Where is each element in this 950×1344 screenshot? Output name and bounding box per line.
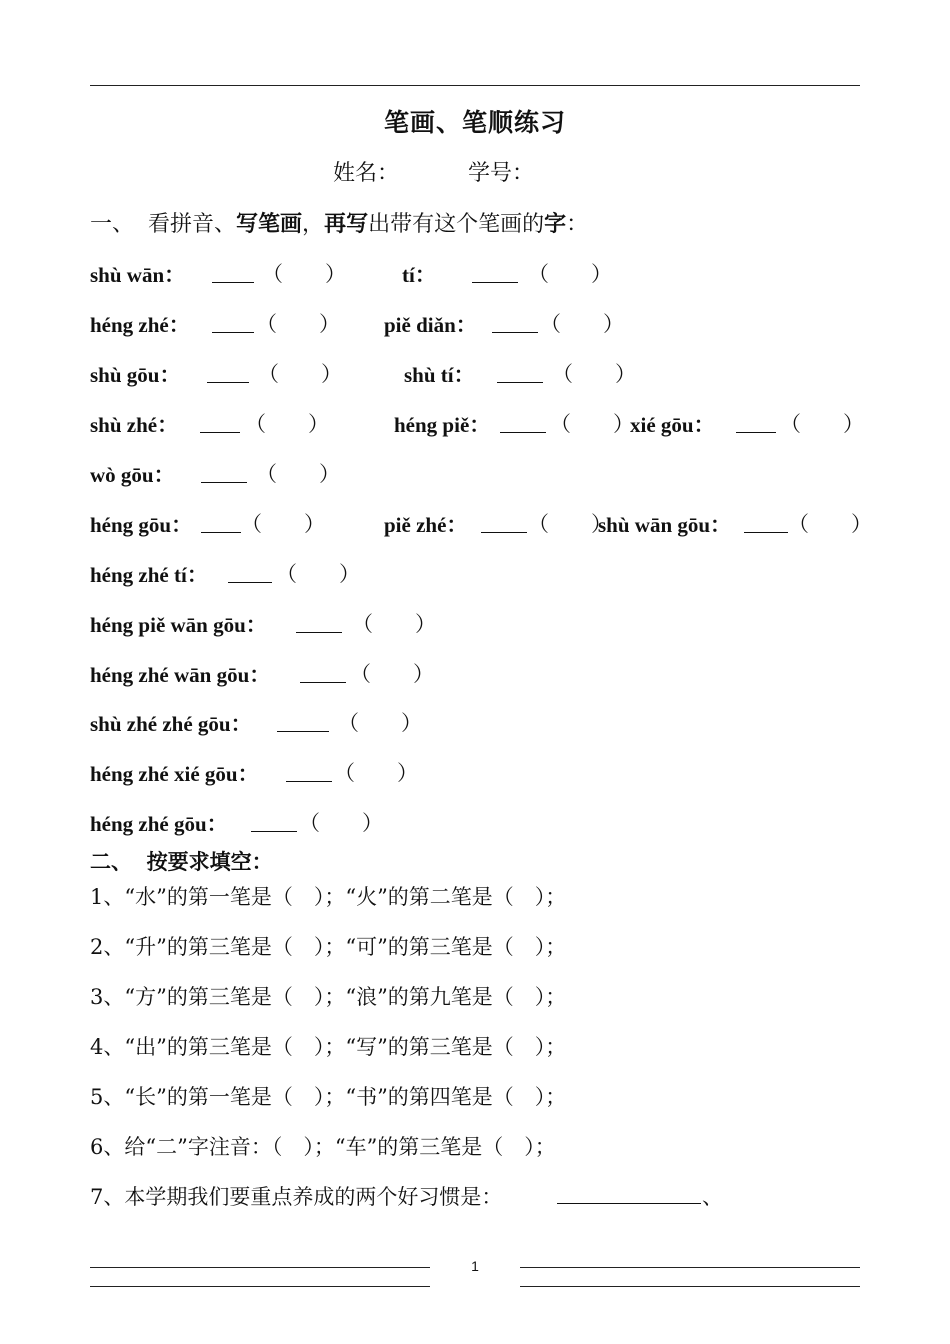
pinyin-label: piě diǎn： <box>384 313 477 337</box>
character-blank[interactable]: （ ） <box>788 512 872 536</box>
question-3: 3、“方”的第三笔是（ ）；“浪”的第九笔是（ ）； <box>90 985 567 1009</box>
character-blank[interactable]: （ ） <box>256 312 340 336</box>
pinyin-label: héng zhé tí： <box>90 563 208 587</box>
character-blank[interactable]: （ ） <box>299 811 383 835</box>
page-number: 1 <box>471 1258 479 1274</box>
stroke-blank[interactable] <box>200 432 240 433</box>
stroke-blank[interactable] <box>228 582 272 583</box>
pinyin-label: shù gōu： <box>90 363 181 387</box>
question-1: 1、“水”的第一笔是（ ）；“火”的第二笔是（ ）； <box>90 885 567 909</box>
pinyin-label: shù tí： <box>404 363 475 387</box>
question-7: 7、本学期我们要重点养成的两个好习惯是： <box>90 1185 503 1209</box>
stroke-blank[interactable] <box>300 682 346 683</box>
pinyin-label: héng zhé gōu： <box>90 812 228 836</box>
student-id-label: 学号： <box>468 161 535 186</box>
character-blank[interactable]: （ ） <box>245 412 329 436</box>
character-blank[interactable]: （ ） <box>352 612 436 636</box>
character-blank[interactable]: （ ） <box>256 462 340 486</box>
pinyin-label: shù zhé： <box>90 413 179 437</box>
pinyin-label: shù wān： <box>90 263 186 287</box>
stroke-blank[interactable] <box>201 532 241 533</box>
question-5: 5、“长”的第一笔是（ ）；“书”的第四笔是（ ）； <box>90 1085 567 1109</box>
stroke-blank[interactable] <box>472 282 518 283</box>
pinyin-label: wò gōu： <box>90 463 175 487</box>
character-blank[interactable]: （ ） <box>540 312 624 336</box>
pinyin-label: héng zhé wān gōu： <box>90 663 271 687</box>
stroke-blank[interactable] <box>286 781 332 782</box>
pinyin-label: shù zhé zhé gōu： <box>90 712 252 736</box>
pinyin-label: héng zhé xié gōu： <box>90 762 259 786</box>
character-blank[interactable]: （ ） <box>276 562 360 586</box>
question-4: 4、“出”的第三笔是（ ）；“写”的第三笔是（ ）； <box>90 1035 567 1059</box>
pinyin-label: xié gōu： <box>630 413 715 437</box>
section-1-heading: 一、 看拼音、写笔画，再写出带有这个笔画的字： <box>90 211 589 237</box>
character-blank[interactable]: （ ） <box>350 662 434 686</box>
character-blank[interactable]: （ ） <box>528 512 612 536</box>
stroke-blank[interactable] <box>251 831 297 832</box>
character-blank[interactable]: （ ） <box>334 761 418 785</box>
name-label: 姓名： <box>333 161 400 186</box>
pinyin-label: héng piě： <box>394 413 491 437</box>
pinyin-label: shù wān gōu： <box>598 513 732 537</box>
question-7-tail: 、 <box>702 1185 723 1209</box>
stroke-blank[interactable] <box>201 482 247 483</box>
character-blank[interactable]: （ ） <box>552 362 636 386</box>
section-2-heading: 二、 按要求填空： <box>90 849 273 874</box>
pinyin-label: héng gōu： <box>90 513 193 537</box>
stroke-blank[interactable] <box>207 382 249 383</box>
stroke-blank[interactable] <box>497 382 543 383</box>
character-blank[interactable]: （ ） <box>258 362 342 386</box>
pinyin-label: héng piě wān gōu： <box>90 613 267 637</box>
page-title: 笔画、笔顺练习 <box>383 108 566 137</box>
stroke-blank[interactable] <box>481 532 527 533</box>
character-blank[interactable]: （ ） <box>528 262 612 286</box>
character-blank[interactable]: （ ） <box>262 262 346 286</box>
stroke-blank[interactable] <box>500 432 546 433</box>
stroke-blank[interactable] <box>744 532 788 533</box>
question-2: 2、“升”的第三笔是（ ）；“可”的第三笔是（ ）； <box>90 935 567 959</box>
stroke-blank[interactable] <box>212 332 254 333</box>
character-blank[interactable]: （ ） <box>241 512 325 536</box>
habit-blank[interactable] <box>557 1203 701 1204</box>
character-blank[interactable]: （ ） <box>550 412 634 436</box>
stroke-blank[interactable] <box>736 432 776 433</box>
character-blank[interactable]: （ ） <box>780 412 864 436</box>
footer-rule-right-lower <box>520 1286 860 1287</box>
pinyin-label: tí： <box>402 263 436 287</box>
stroke-blank[interactable] <box>492 332 538 333</box>
pinyin-label: héng zhé： <box>90 313 190 337</box>
character-blank[interactable]: （ ） <box>338 711 422 735</box>
pinyin-label: piě zhé： <box>384 513 468 537</box>
question-6: 6、给“二”字注音：（ ）；“车”的第三笔是（ ）； <box>90 1135 556 1159</box>
stroke-blank[interactable] <box>212 282 254 283</box>
footer-rule-left-lower <box>90 1286 430 1287</box>
stroke-blank[interactable] <box>277 731 329 732</box>
header-rule <box>90 85 860 86</box>
stroke-blank[interactable] <box>296 632 342 633</box>
